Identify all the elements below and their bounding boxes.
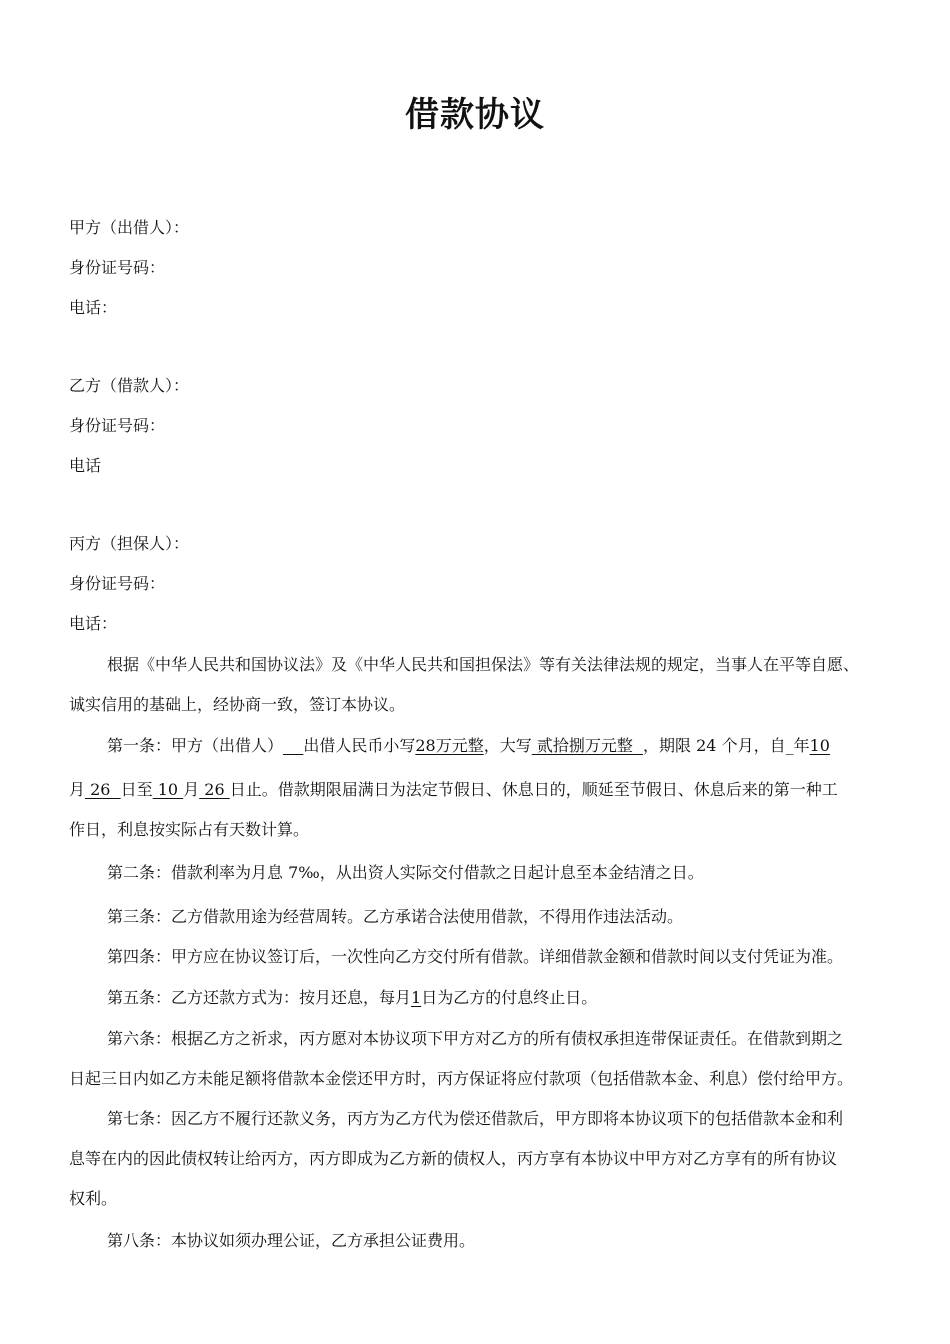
party-a-phone-label: 电话：	[69, 298, 118, 317]
party-a-label: 甲方（出借人）：	[69, 218, 190, 237]
article-3-text: 第三条：乙方借款用途为经营周转。乙方承诺合法使用借款，不得用作违法活动。	[107, 907, 684, 926]
preamble-line-2: 诚实信用的基础上，经协商一致，签订本协议。	[69, 695, 406, 714]
article-6-line-1: 第六条：根据乙方之祈求，丙方愿对本协议项下甲方对乙方的所有债权承担连带保证责任。在借款到期之	[107, 1029, 844, 1048]
payment-day: 1	[411, 988, 422, 1007]
article-4-paragraph	[69, 946, 891, 968]
article-1-text-8: 日止。借款期限届满日为法定节假日、休息日的，顺延至节假日、休息后来的第一种工	[229, 780, 838, 799]
party-b-phone-label: 电话	[69, 456, 102, 475]
document-title: 借款协议	[405, 95, 545, 135]
article-1-paragraph	[69, 735, 891, 841]
article-7-paragraph	[69, 1108, 891, 1210]
article-1-text-6: 日至	[120, 780, 153, 799]
article-1-text-5: 月	[69, 780, 86, 799]
article-2-text: 第二条：借款利率为月息 7‰，从出资人实际交付借款之日起计息至本金结清之日。	[107, 863, 704, 882]
article-1-text-7: 月	[183, 780, 200, 799]
article-2-paragraph	[69, 862, 891, 884]
start-month: 10	[809, 736, 830, 755]
loan-amount-big: 贰拾捌万元整	[531, 736, 644, 755]
preamble-line-1: 根据《中华人民共和国协议法》及《中华人民共和国担保法》等有关法律法规的规定，当事人在平等自愿、	[107, 655, 860, 674]
party-b-label: 乙方（借款人）：	[69, 376, 190, 395]
party-c-phone-label: 电话：	[69, 614, 118, 633]
preamble-paragraph	[69, 654, 891, 716]
lender-name-blank	[283, 736, 303, 755]
loan-amount-small: 28万元整	[415, 736, 484, 755]
article-3-paragraph	[69, 906, 891, 928]
article-1-text-2: 出借人民币小写	[303, 736, 416, 755]
article-1-text-3: ，大写	[483, 736, 532, 755]
article-5-text-2: 日为乙方的付息终止日。	[421, 988, 598, 1007]
article-1-text-1: 第一条：甲方（出借人）	[107, 736, 284, 755]
article-8-paragraph	[69, 1230, 891, 1252]
article-1-text-4: ，期限 24 个月，自_年	[643, 736, 810, 755]
article-1-line-3: 作日，利息按实际占有天数计算。	[69, 820, 310, 839]
article-4-text: 第四条：甲方应在协议签订后，一次性向乙方交付所有借款。详细借款金额和借款时间以支付凭证为准。	[107, 947, 844, 966]
article-7-line-3: 权利。	[69, 1189, 118, 1208]
party-a-id-label: 身份证号码：	[69, 258, 166, 277]
article-5-paragraph	[69, 987, 891, 1009]
article-7-line-2: 息等在内的因此债权转让给丙方，丙方即成为乙方新的债权人，丙方享有本协议中甲方对乙方享有的所有协议	[69, 1149, 838, 1168]
start-day: 26	[85, 780, 121, 799]
party-c-label: 丙方（担保人）：	[69, 534, 190, 553]
end-day: 26	[199, 780, 230, 799]
article-6-line-2: 日起三日内如乙方未能足额将借款本金偿还甲方时，丙方保证将应付款项（包括借款本金、利息）偿付给甲方。	[69, 1069, 854, 1088]
party-b-id-label: 身份证号码：	[69, 416, 166, 435]
article-7-line-1: 第七条：因乙方不履行还款义务，丙方为乙方代为偿还借款后，甲方即将本协议项下的包括借款本金和利	[107, 1109, 844, 1128]
end-month: 10	[152, 780, 184, 799]
party-c-id-label: 身份证号码：	[69, 574, 166, 593]
article-5-text-1: 第五条：乙方还款方式为：按月还息，每月	[107, 988, 412, 1007]
article-8-text: 第八条：本协议如须办理公证，乙方承担公证费用。	[107, 1231, 476, 1250]
article-6-paragraph	[69, 1028, 891, 1090]
